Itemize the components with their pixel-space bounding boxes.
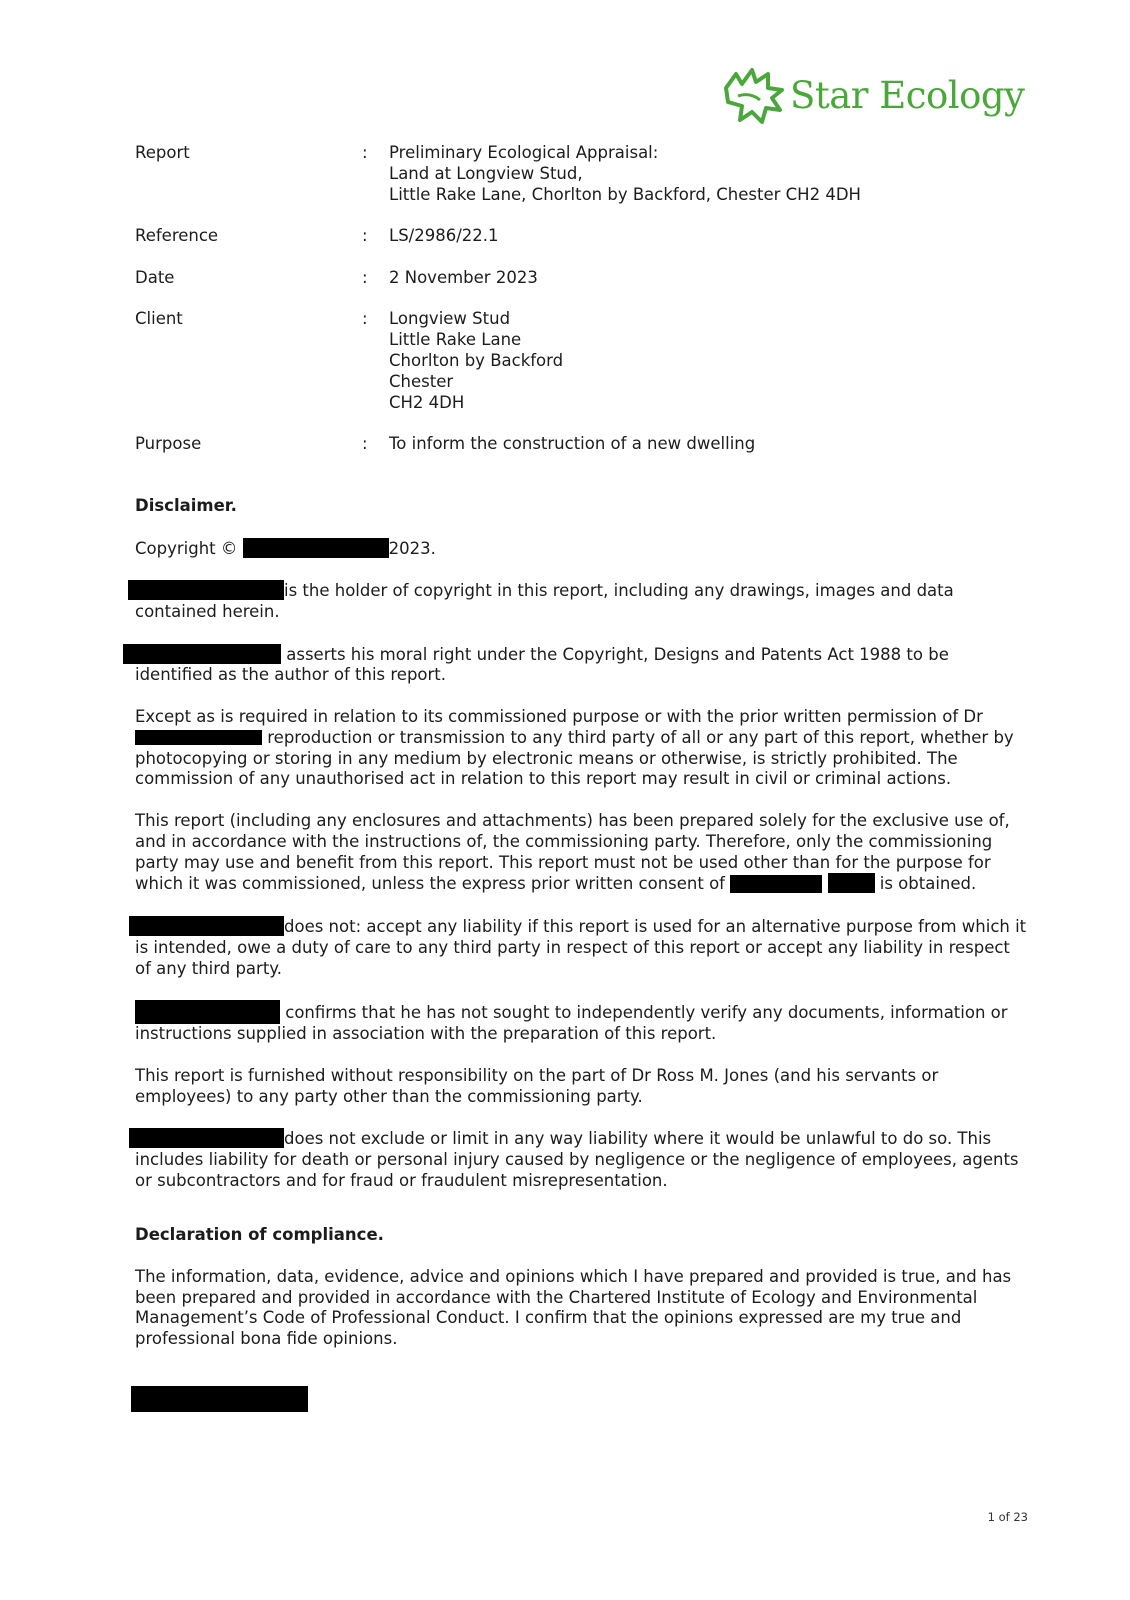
reference-label: Reference <box>135 226 219 246</box>
date-value: 2 November 2023 <box>389 267 538 287</box>
paragraph-text: Except as is required in relation to its commissioned purpose or with the prior written permission of Dr <box>135 706 983 726</box>
disclaimer-paragraph <box>135 916 1030 979</box>
disclaimer-paragraph <box>135 707 1030 790</box>
redaction-bar <box>129 916 284 936</box>
signature-redaction-bar <box>131 1386 308 1412</box>
purpose-label: Purpose <box>135 434 202 454</box>
paragraph-text: This report (including any enclosures and attachments) has been prepared solely for the exclusive use of, and in accordance with the instructions of, the commissioning party. Therefore, only the commissioning party may use and benefit from this report. This report must not be used other than for the purpose for which it was commissioned, unless the express prior written consent of <box>135 810 1010 894</box>
client-value-line: Little Rake Lane <box>389 330 522 350</box>
disclaimer-paragraph <box>135 811 1030 895</box>
logo-wordmark: Star Ecology <box>790 74 1025 117</box>
paragraph-text: is obtained. <box>879 874 977 894</box>
redaction-bar <box>243 538 389 558</box>
disclaimer-paragraph <box>135 1066 1030 1108</box>
redaction-bar <box>135 730 262 745</box>
client-value <box>389 309 1035 413</box>
disclaimer-paragraph <box>135 1128 1030 1191</box>
reference-value: LS/2986/22.1 <box>389 226 499 246</box>
client-value-line: Chester <box>389 371 454 391</box>
purpose-value: To inform the construction of a new dwelling <box>389 434 756 454</box>
purpose-row <box>135 434 1035 455</box>
paragraph-text: asserts his moral right under the Copyright, Designs and Patents Act 1988 to be identified as the author of this report. <box>135 644 949 685</box>
disclaimer-paragraph <box>135 1000 1030 1045</box>
paragraph-text: does not: accept any liability if this report is used for an alternative purpose from which it is intended, owe a duty of care to any third party in respect of this report or accept any liability in respect of any third party. <box>135 916 1027 978</box>
client-row <box>135 309 1035 413</box>
copyright-line <box>135 538 1030 560</box>
date-label: Date <box>135 267 175 287</box>
paragraph-text: reproduction or transmission to any third party of all or any part of this report, whether by photocopying or storing in any medium by electronic means or otherwise, is strictly prohibited. The commission of any unauthorised act in relation to this report may result in civil or criminal actions. <box>135 727 1014 789</box>
redaction-bar <box>123 644 281 664</box>
paragraph-text: confirms that he has not sought to independently verify any documents, information or instructions supplied in association with the preparation of this report. <box>135 1003 1008 1044</box>
redaction-bar <box>730 875 822 893</box>
report-value <box>389 143 1035 205</box>
disclaimer-heading: Disclaimer. <box>135 496 237 515</box>
paragraph-text: This report is furnished without responsibility on the part of Dr Ross M. Jones (and his servants or employees) to any party other than the commissioning party. <box>135 1065 939 1106</box>
document-body <box>135 496 1030 1371</box>
redaction-bar <box>828 873 875 893</box>
paragraph-text: does not exclude or limit in any way liability where it would be unlawful to do so. This includes liability for death or personal injury caused by negligence or the negligence of employees, agents or subcontractors and for fraud or fraudulent misrepresentation. <box>135 1129 1019 1190</box>
report-row <box>135 143 1035 205</box>
date-row <box>135 268 1035 289</box>
copyright-prefix: Copyright © <box>135 538 238 558</box>
declaration-heading: Declaration of compliance. <box>135 1225 384 1245</box>
redaction-bar <box>135 1000 280 1024</box>
report-meta <box>135 143 1035 476</box>
report-value-line: Land at Longview Stud, <box>389 163 583 183</box>
client-value-line: Chorlton by Backford <box>389 350 564 370</box>
disclaimer-paragraph <box>135 580 1030 623</box>
client-value-line: Longview Stud <box>389 309 511 329</box>
redaction-bar <box>128 580 284 600</box>
colon: : <box>362 434 368 454</box>
report-label: Report <box>135 143 190 162</box>
colon: : <box>362 309 368 329</box>
page-number: 1 of 23 <box>987 1510 1028 1524</box>
client-value-line: CH2 4DH <box>389 392 465 412</box>
star-ecology-logo <box>722 66 1025 146</box>
colon: : <box>362 226 368 246</box>
colon: : <box>362 143 368 162</box>
paragraph-text: is the holder of copyright in this report, including any drawings, images and data contained herein. <box>135 581 954 621</box>
client-label: Client <box>135 309 183 329</box>
disclaimer-paragraph <box>135 644 1030 687</box>
reference-row <box>135 226 1035 247</box>
report-value-line: Preliminary Ecological Appraisal: <box>389 143 659 162</box>
redaction-bar <box>129 1128 284 1148</box>
leaf-star-icon <box>722 66 792 130</box>
paragraph-text: The information, data, evidence, advice and opinions which I have prepared and provided is true, and has been prepared and provided in accordance with the Chartered Institute of Ecology and Environmental Management’s Code of Professional Conduct. I confirm that the opinions expressed are my true and professional bona fide opinions. <box>135 1266 1012 1349</box>
copyright-suffix: 2023. <box>388 538 436 558</box>
colon: : <box>362 267 368 287</box>
report-value-line: Little Rake Lane, Chorlton by Backford, Chester CH2 4DH <box>389 184 861 204</box>
declaration-paragraph <box>135 1267 1030 1350</box>
